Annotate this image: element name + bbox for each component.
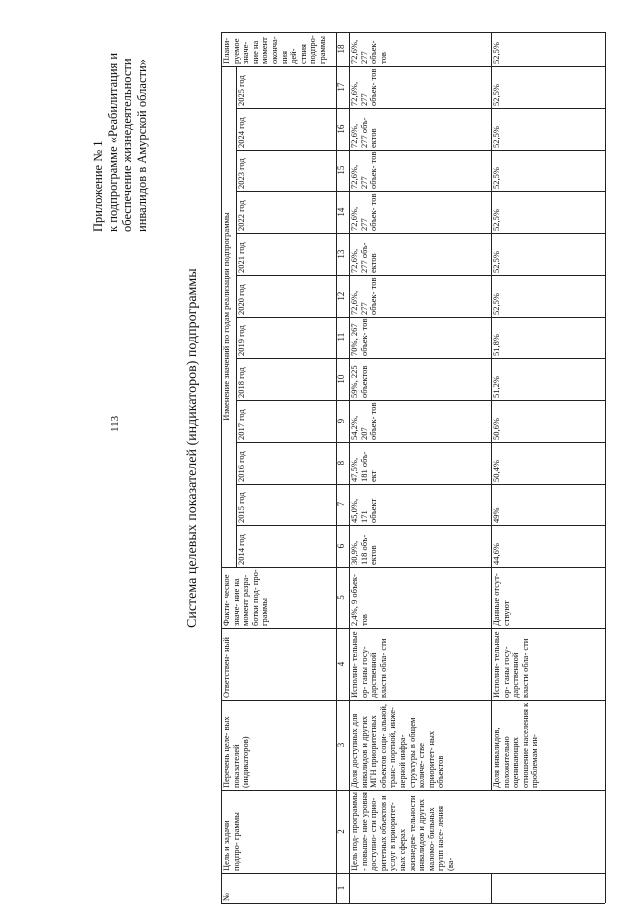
column-number: 1 xyxy=(336,885,346,891)
column-number: 2 xyxy=(336,829,346,834)
column-number: 8 xyxy=(336,460,346,465)
row-year-value: 52,5% xyxy=(491,125,501,148)
column-number: 10 xyxy=(336,374,346,384)
table-rule xyxy=(221,903,605,904)
header-year: 2024 год xyxy=(236,116,246,148)
header-year: 2016 год xyxy=(236,450,246,482)
column-number: 11 xyxy=(336,333,346,342)
row-year-value: 72,6%, 277 объек- тов xyxy=(349,151,379,190)
row-year-value: 70%, 267 объек- тов xyxy=(349,318,369,357)
header-planned: Плани- руемое значе- ние на момент оконча- ния дей- ствия подпро- граммы xyxy=(221,35,327,64)
column-number: 6 xyxy=(336,543,346,549)
row-year-value: 52,5% xyxy=(491,209,501,231)
column-number: 9 xyxy=(336,418,346,424)
page-number xyxy=(109,415,125,444)
column-number: 5 xyxy=(336,595,346,600)
appendix-header xyxy=(91,53,149,232)
row-year-value: 59%, 225 объектов xyxy=(349,365,369,398)
row-indicator: Доля доступных для инвалидов и других МГН приоритетных объектов соци- альной, транс- портной, инже- нерной инфра- структуры в общем количе- стве приоритет- ных объектов xyxy=(349,703,446,788)
row-year-value: 52,5% xyxy=(491,292,501,315)
row-planned: 52,5% xyxy=(491,42,501,64)
header-year: 2020 год xyxy=(236,283,246,315)
header-year: 2015 год xyxy=(236,492,246,524)
column-number: 13 xyxy=(336,249,346,259)
row-year-value: 72,6%, 277 объек- тов xyxy=(349,68,379,106)
row-year-value: 54,2%, 207 объек- тов xyxy=(349,402,379,440)
row-responsible: Исполни- тельные ор- ганы госу- дарственной власти обла- сти xyxy=(491,631,530,698)
column-number: 3 xyxy=(336,742,346,748)
row-year-value: 30,9%, 118 объ- ектов xyxy=(349,534,379,565)
header-year: 2022 год xyxy=(236,200,246,231)
appendix-line-3: обеспечение жизнедеятельности xyxy=(120,58,134,232)
header-year: 2017 год xyxy=(236,409,246,440)
row-year-value: 50,6% xyxy=(491,417,501,440)
column-number: 18 xyxy=(336,44,346,54)
row-goal: Цель под- программы - повыше- ние уровня доступно- сти прио- ритетных объектов и услуг в приоритет- ных сферах жизнедея- тельности инвалидов и других маломо- бильных групп насе- ления (ва- xyxy=(349,791,455,871)
header-year: 2023 год xyxy=(236,158,246,190)
row-year-value: 45,0%, 171 объект xyxy=(349,498,379,524)
column-number: 16 xyxy=(336,124,346,134)
row-year-value: 44,6% xyxy=(491,543,501,565)
row-responsible: Исполни- тельные ор- ганы госу- дарственной власти обла- сти xyxy=(349,631,388,698)
column-number: 14 xyxy=(336,207,346,217)
column-number: 4 xyxy=(336,661,346,667)
row-year-value: 51,8% xyxy=(491,334,501,357)
column-number: 12 xyxy=(336,291,346,301)
row-year-value: 72,6%, 277 объ- ектов xyxy=(349,242,379,273)
appendix-line-4: инвалидов в Амурской области» xyxy=(134,59,149,232)
row-year-value: 72,6%, 277 объек- тов xyxy=(349,277,379,315)
header-no: № xyxy=(221,892,231,901)
row-year-value: 52,5% xyxy=(491,83,501,106)
column-number: 15 xyxy=(336,165,346,175)
header-responsible: Ответствен- ный xyxy=(221,637,231,698)
row-year-value: 52,5% xyxy=(491,250,501,273)
row-actual: 2,4%, 9 объек- тов xyxy=(349,574,369,626)
row-year-value: 52,5% xyxy=(491,167,501,190)
header-year: 2018 год xyxy=(236,367,246,398)
row-year-value: 72,6%, 277 объек- тов xyxy=(349,193,379,231)
header-year: 2014 год xyxy=(236,534,246,565)
row-indicator: Доля инвалидов, положительно оценивающих отношение населения к проблемам ин- xyxy=(491,702,540,788)
row-year-value: 49% xyxy=(491,507,501,524)
appendix-line-1: Приложение № 1 xyxy=(91,140,105,232)
page-number-text: 113 xyxy=(109,415,121,432)
column-number: 7 xyxy=(336,502,346,507)
table-rule xyxy=(605,32,606,903)
row-actual: Данные отсут- ствуют xyxy=(491,573,511,626)
header-change: Изменение значений по годам реализации подпрограммы xyxy=(221,212,231,421)
appendix-line-2: к подпрограмме «Реабилитация и xyxy=(105,52,120,232)
header-year: 2021 год xyxy=(236,242,246,273)
header-actual: Факти- ческое значе- ние на момент разра- ботки под- про- граммы xyxy=(221,569,270,626)
row-year-value: 50,4% xyxy=(491,459,501,482)
header-indicator: Перечень целе- вых показателей (индикаторов) xyxy=(221,716,251,788)
goal-merge-mask xyxy=(491,791,492,873)
row-year-value: 51,2% xyxy=(491,376,501,398)
row-year-value: 47,5%, 181 объ- ект xyxy=(349,451,379,482)
column-number: 17 xyxy=(336,82,346,92)
header-year: 2019 год xyxy=(236,325,246,357)
table-title: Система целевых показателей (индикаторов) подпрограммы xyxy=(185,268,200,628)
row-planned: 72,6%, 277 объек- тов xyxy=(349,39,388,64)
row-year-value: 72,6%, 277 объ- ектов xyxy=(349,117,379,148)
header-year: 2025 год xyxy=(236,75,246,106)
header-goal: Цель и задачи подпро- граммы xyxy=(221,812,241,871)
